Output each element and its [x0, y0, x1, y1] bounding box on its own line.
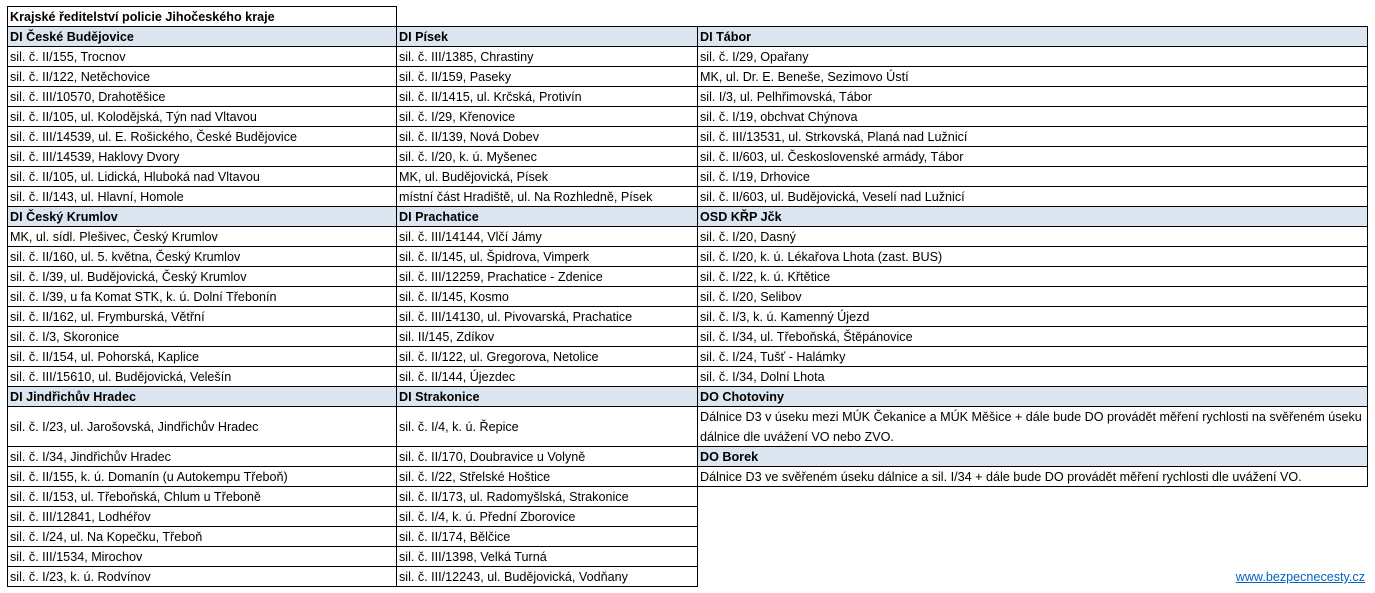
table-row: sil. č. II/139, Nová Dobev: [396, 126, 698, 147]
section-note: Dálnice D3 ve svěřeném úseku dálnice a sil. I/34 + dále bude DO provádět měření rychlosti dle uvážení VO.: [697, 466, 1368, 487]
section-header: DO Chotoviny: [697, 386, 1368, 407]
table-row: sil. č. III/10570, Drahotěšice: [7, 86, 397, 107]
table-row: sil. č. I/29, Opařany: [697, 46, 1368, 67]
table-row: sil. č. II/603, ul. Budějovická, Veselí nad Lužnicí: [697, 186, 1368, 207]
table-row: sil. č. II/154, ul. Pohorská, Kaplice: [7, 346, 397, 367]
table-row: sil. č. II/155, Trocnov: [7, 46, 397, 67]
table-row: sil. č. I/24, Tušť - Halámky: [697, 346, 1368, 367]
table-row: sil. č. III/15610, ul. Budějovická, Velešín: [7, 366, 397, 387]
sheet-title: Krajské ředitelství policie Jihočeského kraje: [7, 6, 397, 27]
table-row: sil. č. III/1385, Chrastiny: [396, 46, 698, 67]
table-row: sil. č. I/29, Křenovice: [396, 106, 698, 127]
table-row: sil. č. III/14130, ul. Pivovarská, Prachatice: [396, 306, 698, 327]
table-row: sil. č. I/20, k. ú. Myšenec: [396, 146, 698, 167]
table-row: sil. č. II/1415, ul. Krčská, Protivín: [396, 86, 698, 107]
table-row: sil. II/145, Zdíkov: [396, 326, 698, 347]
table-row: sil. I/3, ul. Pelhřimovská, Tábor: [697, 86, 1368, 107]
section-header: DI Tábor: [697, 26, 1368, 47]
table-row: sil. č. III/14144, Vlčí Jámy: [396, 226, 698, 247]
table-row: sil. č. II/162, ul. Frymburská, Větřní: [7, 306, 397, 327]
table-row: sil. č. II/143, ul. Hlavní, Homole: [7, 186, 397, 207]
table-row: sil. č. I/20, Dasný: [697, 226, 1368, 247]
section-note: Dálnice D3 v úseku mezi MÚK Čekanice a MÚK Měšice + dále bude DO provádět měření rychlosti na svěřeném úseku dálnice dle uvážení VO nebo ZVO.: [697, 406, 1368, 447]
table-row: sil. č. III/1534, Mirochov: [7, 546, 397, 567]
table-row: sil. č. II/153, ul. Třeboňská, Chlum u Třeboně: [7, 486, 397, 507]
table-row: sil. č. I/34, Dolní Lhota: [697, 366, 1368, 387]
section-header: DI Český Krumlov: [7, 206, 397, 227]
table-row: sil. č. I/23, ul. Jarošovská, Jindřichův Hradec: [7, 406, 397, 447]
table-row: sil. č. III/1398, Velká Turná: [396, 546, 698, 567]
table-row: sil. č. I/19, obchvat Chýnova: [697, 106, 1368, 127]
table-row: sil. č. I/4, k. ú. Řepice: [396, 406, 698, 447]
table-row: sil. č. II/145, ul. Špidrova, Vimperk: [396, 246, 698, 267]
table-row: sil. č. I/19, Drhovice: [697, 166, 1368, 187]
table-row: sil. č. II/173, ul. Radomyšlská, Strakonice: [396, 486, 698, 507]
table-row: sil. č. II/122, ul. Gregorova, Netolice: [396, 346, 698, 367]
table-row: sil. č. II/174, Bělčice: [396, 526, 698, 547]
table-row: sil. č. III/12841, Lodhéřov: [7, 506, 397, 527]
table-row: sil. č. I/34, Jindřichův Hradec: [7, 446, 397, 467]
table-row: sil. č. I/3, k. ú. Kamenný Újezd: [697, 306, 1368, 327]
table-row: sil. č. II/145, Kosmo: [396, 286, 698, 307]
table-row: sil. č. II/155, k. ú. Domanín (u Autokempu Třeboň): [7, 466, 397, 487]
table-row: sil. č. II/159, Paseky: [396, 66, 698, 87]
table-row: MK, ul. Budějovická, Písek: [396, 166, 698, 187]
table-row: sil. č. I/22, k. ú. Křtětice: [697, 266, 1368, 287]
section-header: DO Borek: [697, 446, 1368, 467]
section-header: DI Jindřichův Hradec: [7, 386, 397, 407]
table-row: sil. č. I/34, ul. Třeboňská, Štěpánovice: [697, 326, 1368, 347]
table-row: sil. č. I/20, Selibov: [697, 286, 1368, 307]
section-header: DI Písek: [396, 26, 698, 47]
table-row: sil. č. II/603, ul. Československé armády, Tábor: [697, 146, 1368, 167]
table-row: sil. č. III/14539, ul. E. Rošického, České Budějovice: [7, 126, 397, 147]
table-row: sil. č. III/12243, ul. Budějovická, Vodňany: [396, 566, 698, 587]
section-header: DI České Budějovice: [7, 26, 397, 47]
section-header: DI Prachatice: [396, 206, 698, 227]
table-row: MK, ul. sídl. Plešivec, Český Krumlov: [7, 226, 397, 247]
table-row: sil. č. II/105, ul. Lidická, Hluboká nad Vltavou: [7, 166, 397, 187]
table-row: místní část Hradiště, ul. Na Rozhledně, Písek: [396, 186, 698, 207]
section-header: OSD KŘP Jčk: [697, 206, 1368, 227]
table-row: sil. č. I/20, k. ú. Lékařova Lhota (zast. BUS): [697, 246, 1368, 267]
table-row: sil. č. I/3, Skoronice: [7, 326, 397, 347]
table-row: sil. č. II/105, ul. Kolodějská, Týn nad Vltavou: [7, 106, 397, 127]
table-row: sil. č. II/170, Doubravice u Volyně: [396, 446, 698, 467]
table-row: sil. č. II/144, Újezdec: [396, 366, 698, 387]
table-row: sil. č. III/13531, ul. Strkovská, Planá nad Lužnicí: [697, 126, 1368, 147]
table-row: sil. č. I/39, u fa Komat STK, k. ú. Dolní Třebonín: [7, 286, 397, 307]
table-row: sil. č. I/22, Střelské Hoštice: [396, 466, 698, 487]
table-row: sil. č. I/39, ul. Budějovická, Český Krumlov: [7, 266, 397, 287]
table-row: sil. č. III/12259, Prachatice - Zdenice: [396, 266, 698, 287]
section-header: DI Strakonice: [396, 386, 698, 407]
table-row: sil. č. I/23, k. ú. Rodvínov: [7, 566, 397, 587]
table-row: sil. č. II/122, Netěchovice: [7, 66, 397, 87]
table-row: sil. č. I/24, ul. Na Kopečku, Třeboň: [7, 526, 397, 547]
table-row: MK, ul. Dr. E. Beneše, Sezimovo Ústí: [697, 66, 1368, 87]
website-link[interactable]: www.bezpecnecesty.cz: [1235, 570, 1365, 584]
table-row: sil. č. I/4, k. ú. Přední Zborovice: [396, 506, 698, 527]
table-row: sil. č. III/14539, Haklovy Dvory: [7, 146, 397, 167]
table-row: sil. č. II/160, ul. 5. května, Český Krumlov: [7, 246, 397, 267]
